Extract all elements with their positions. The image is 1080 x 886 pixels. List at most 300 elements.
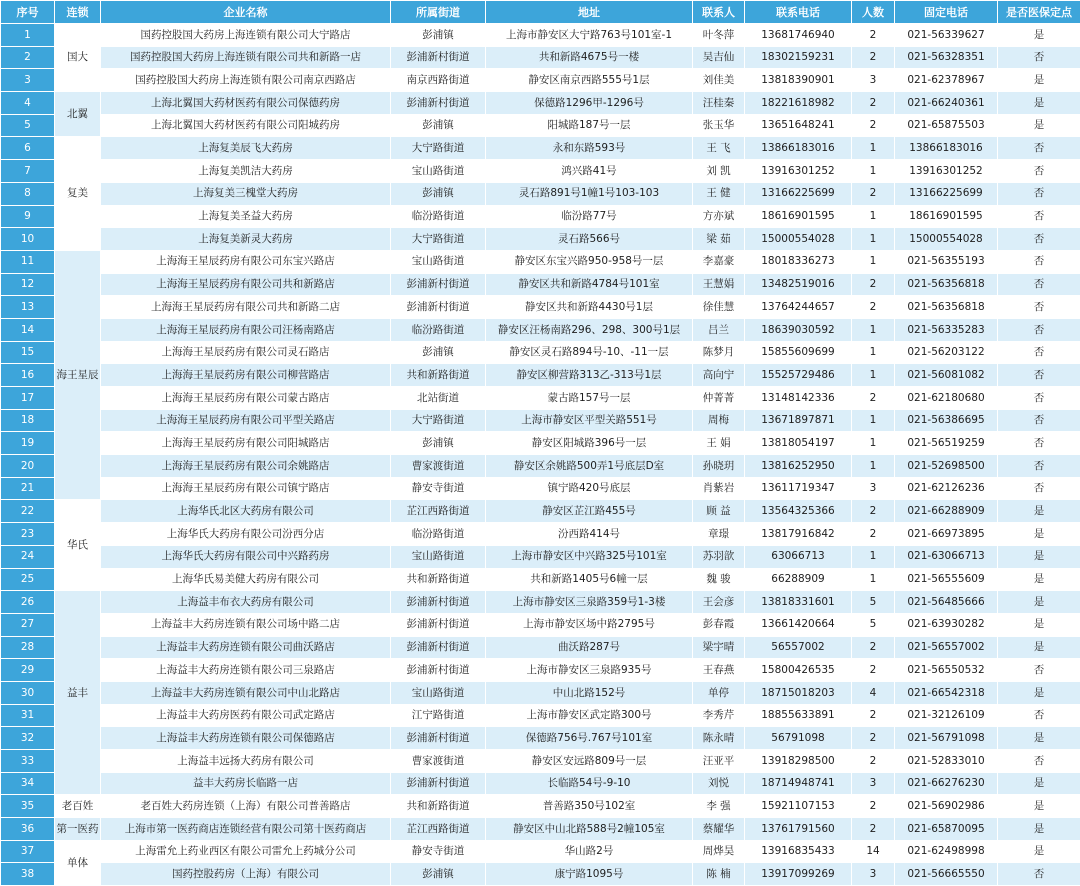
street-cell: 静安寺街道 (391, 840, 486, 863)
street-cell: 芷江西路街道 (391, 818, 486, 841)
row-index-cell: 5 (1, 114, 55, 137)
phone-cell: 13482519016 (745, 273, 852, 296)
count-cell: 1 (852, 545, 895, 568)
count-cell: 1 (852, 205, 895, 228)
table-row (1, 273, 1080, 296)
landline-cell: 021-56386695 (895, 409, 998, 432)
address-cell: 阳城路187号一层 (486, 114, 693, 137)
chain-cell: 国大 (55, 24, 101, 92)
row-index-cell: 37 (1, 840, 55, 863)
header-row (1, 1, 1080, 24)
street-cell: 彭浦新村街道 (391, 92, 486, 115)
header-landline: 固定电话 (895, 1, 998, 24)
table-row (1, 24, 1080, 47)
street-cell: 彭浦新村街道 (391, 659, 486, 682)
landline-cell: 021-65870095 (895, 818, 998, 841)
address-cell: 静安区共和新路4430号1层 (486, 296, 693, 319)
insurance-cell: 否 (998, 409, 1080, 432)
landline-cell: 021-56081082 (895, 364, 998, 387)
street-cell: 江宁路街道 (391, 704, 486, 727)
street-cell: 大宁路街道 (391, 409, 486, 432)
table-row (1, 69, 1080, 92)
company-name-cell: 上海海王星辰药房有限公司柳营路店 (101, 364, 391, 387)
count-cell: 1 (852, 432, 895, 455)
landline-cell: 13916301252 (895, 160, 998, 183)
insurance-cell: 否 (998, 432, 1080, 455)
contact-cell: 王 健 (693, 182, 745, 205)
street-cell: 共和新路街道 (391, 568, 486, 591)
landline-cell: 021-56355193 (895, 250, 998, 273)
table-row (1, 114, 1080, 137)
insurance-cell: 否 (998, 364, 1080, 387)
street-cell: 彭浦新村街道 (391, 772, 486, 795)
table-row (1, 137, 1080, 160)
address-cell: 静安区余姚路500弄1号底层D室 (486, 455, 693, 478)
phone-cell: 15800426535 (745, 659, 852, 682)
company-name-cell: 上海海王星辰药房有限公司余姚路店 (101, 455, 391, 478)
insurance-cell: 是 (998, 92, 1080, 115)
table-row (1, 795, 1080, 818)
landline-cell: 021-62378967 (895, 69, 998, 92)
count-cell: 2 (852, 727, 895, 750)
count-cell: 4 (852, 681, 895, 704)
phone-cell: 13917099269 (745, 863, 852, 886)
landline-cell: 021-56550532 (895, 659, 998, 682)
phone-cell: 13818390901 (745, 69, 852, 92)
insurance-cell: 是 (998, 818, 1080, 841)
count-cell: 1 (852, 409, 895, 432)
row-index-cell: 1 (1, 24, 55, 47)
company-name-cell: 上海海王星辰药房有限公司平型关路店 (101, 409, 391, 432)
count-cell: 1 (852, 568, 895, 591)
landline-cell: 18616901595 (895, 205, 998, 228)
insurance-cell: 是 (998, 727, 1080, 750)
count-cell: 2 (852, 523, 895, 546)
company-name-cell: 上海海王星辰药房有限公司共和新路二店 (101, 296, 391, 319)
count-cell: 1 (852, 160, 895, 183)
header-insurance: 是否医保定点 (998, 1, 1080, 24)
company-name-cell: 上海北翼国大药材医药有限公司保德药房 (101, 92, 391, 115)
contact-cell: 高向宁 (693, 364, 745, 387)
insurance-cell: 否 (998, 318, 1080, 341)
row-index-cell: 27 (1, 613, 55, 636)
address-cell: 静安区东宝兴路950-958号一层 (486, 250, 693, 273)
landline-cell: 021-32126109 (895, 704, 998, 727)
landline-cell: 15000554028 (895, 228, 998, 251)
company-name-cell: 上海华氏大药房有限公司中兴路药房 (101, 545, 391, 568)
insurance-cell: 否 (998, 182, 1080, 205)
address-cell: 上海市静安区平型关路551号 (486, 409, 693, 432)
company-name-cell: 上海雷允上药业西区有限公司雷允上药城分公司 (101, 840, 391, 863)
contact-cell: 王会彦 (693, 591, 745, 614)
contact-cell: 陈 楠 (693, 863, 745, 886)
phone-cell: 18715018203 (745, 681, 852, 704)
company-name-cell: 上海益丰大药房连锁有限公司保德路店 (101, 727, 391, 750)
address-cell: 静安区安远路809号一层 (486, 750, 693, 773)
contact-cell: 吴吉仙 (693, 46, 745, 69)
count-cell: 2 (852, 704, 895, 727)
insurance-cell: 否 (998, 341, 1080, 364)
table-row (1, 863, 1080, 886)
phone-cell: 13817916842 (745, 523, 852, 546)
count-cell: 5 (852, 591, 895, 614)
landline-cell: 021-56519259 (895, 432, 998, 455)
row-index-cell: 34 (1, 772, 55, 795)
phone-cell: 18855633891 (745, 704, 852, 727)
phone-cell: 13564325366 (745, 500, 852, 523)
count-cell: 3 (852, 477, 895, 500)
contact-cell: 刘 凯 (693, 160, 745, 183)
row-index-cell: 18 (1, 409, 55, 432)
chain-cell: 益丰 (55, 591, 101, 795)
contact-cell: 刘悦 (693, 772, 745, 795)
row-index-cell: 26 (1, 591, 55, 614)
company-name-cell: 上海益丰大药房连锁有限公司中山北路店 (101, 681, 391, 704)
table-row (1, 772, 1080, 795)
address-cell: 保德路756号.767号101室 (486, 727, 693, 750)
table-row (1, 523, 1080, 546)
count-cell: 2 (852, 387, 895, 410)
phone-cell: 13148142336 (745, 387, 852, 410)
row-index-cell: 23 (1, 523, 55, 546)
company-name-cell: 上海海王星辰药房有限公司蒙古路店 (101, 387, 391, 410)
row-index-cell: 13 (1, 296, 55, 319)
row-index-cell: 7 (1, 160, 55, 183)
landline-cell: 021-56203122 (895, 341, 998, 364)
contact-cell: 梁 茹 (693, 228, 745, 251)
contact-cell: 肖紫岩 (693, 477, 745, 500)
table-body (1, 24, 1080, 886)
landline-cell: 021-63066713 (895, 545, 998, 568)
phone-cell: 15000554028 (745, 228, 852, 251)
table-row (1, 228, 1080, 251)
count-cell: 1 (852, 364, 895, 387)
street-cell: 大宁路街道 (391, 137, 486, 160)
phone-cell: 56791098 (745, 727, 852, 750)
count-cell: 2 (852, 92, 895, 115)
street-cell: 临汾路街道 (391, 523, 486, 546)
address-cell: 静安区南京西路555号1层 (486, 69, 693, 92)
contact-cell: 彭春霞 (693, 613, 745, 636)
table-row (1, 455, 1080, 478)
insurance-cell: 否 (998, 296, 1080, 319)
count-cell: 2 (852, 114, 895, 137)
insurance-cell: 否 (998, 750, 1080, 773)
address-cell: 康宁路1095号 (486, 863, 693, 886)
phone-cell: 18616901595 (745, 205, 852, 228)
contact-cell: 魏 骏 (693, 568, 745, 591)
row-index-cell: 28 (1, 636, 55, 659)
header-street: 所属街道 (391, 1, 486, 24)
table-row (1, 92, 1080, 115)
contact-cell: 陈永晴 (693, 727, 745, 750)
table-row (1, 545, 1080, 568)
address-cell: 中山北路152号 (486, 681, 693, 704)
phone-cell: 18639030592 (745, 318, 852, 341)
insurance-cell: 否 (998, 273, 1080, 296)
table-row (1, 318, 1080, 341)
company-name-cell: 上海海王星辰药房有限公司灵石路店 (101, 341, 391, 364)
company-name-cell: 国药控股药房（上海）有限公司 (101, 863, 391, 886)
contact-cell: 李秀芹 (693, 704, 745, 727)
company-name-cell: 上海海王星辰药房有限公司东宝兴路店 (101, 250, 391, 273)
row-index-cell: 20 (1, 455, 55, 478)
count-cell: 2 (852, 659, 895, 682)
insurance-cell: 是 (998, 613, 1080, 636)
phone-cell: 15855609699 (745, 341, 852, 364)
landline-cell: 021-56485666 (895, 591, 998, 614)
street-cell: 临汾路街道 (391, 318, 486, 341)
street-cell: 共和新路街道 (391, 364, 486, 387)
address-cell: 上海市静安区三泉路935号 (486, 659, 693, 682)
company-name-cell: 上海益丰远扬大药房有限公司 (101, 750, 391, 773)
address-cell: 共和新路4675号一楼 (486, 46, 693, 69)
company-name-cell: 上海华氏易美健大药房有限公司 (101, 568, 391, 591)
chain-cell: 北翼 (55, 92, 101, 137)
contact-cell: 王春燕 (693, 659, 745, 682)
count-cell: 14 (852, 840, 895, 863)
address-cell: 静安区中山北路588号2幢105室 (486, 818, 693, 841)
contact-cell: 李 强 (693, 795, 745, 818)
landline-cell: 021-65875503 (895, 114, 998, 137)
company-name-cell: 国药控股国大药房上海连锁有限公司南京西路店 (101, 69, 391, 92)
landline-cell: 021-56557002 (895, 636, 998, 659)
company-name-cell: 上海海王星辰药房有限公司阳城路店 (101, 432, 391, 455)
phone-cell: 13611719347 (745, 477, 852, 500)
phone-cell: 66288909 (745, 568, 852, 591)
landline-cell: 021-56335283 (895, 318, 998, 341)
landline-cell: 021-56665550 (895, 863, 998, 886)
insurance-cell: 否 (998, 46, 1080, 69)
contact-cell: 仲菁菁 (693, 387, 745, 410)
company-name-cell: 上海益丰布衣大药房有限公司 (101, 591, 391, 614)
street-cell: 彭浦镇 (391, 24, 486, 47)
header-index: 序号 (1, 1, 55, 24)
phone-cell: 13866183016 (745, 137, 852, 160)
address-cell: 鸿兴路41号 (486, 160, 693, 183)
contact-cell: 李嘉豪 (693, 250, 745, 273)
landline-cell: 021-66276230 (895, 772, 998, 795)
row-index-cell: 35 (1, 795, 55, 818)
company-name-cell: 上海北翼国大药材医药有限公司阳城药房 (101, 114, 391, 137)
count-cell: 2 (852, 46, 895, 69)
phone-cell: 13916301252 (745, 160, 852, 183)
phone-cell: 13681746940 (745, 24, 852, 47)
address-cell: 灵石路891号1幢1号103-103 (486, 182, 693, 205)
insurance-cell: 否 (998, 228, 1080, 251)
company-name-cell: 老百姓大药房连锁（上海）有限公司普善路店 (101, 795, 391, 818)
landline-cell: 021-56791098 (895, 727, 998, 750)
contact-cell: 叶冬萍 (693, 24, 745, 47)
address-cell: 曲沃路287号 (486, 636, 693, 659)
landline-cell: 021-63930282 (895, 613, 998, 636)
street-cell: 彭浦镇 (391, 432, 486, 455)
address-cell: 静安区柳营路313乙-313号1层 (486, 364, 693, 387)
landline-cell: 021-66973895 (895, 523, 998, 546)
table-row (1, 727, 1080, 750)
phone-cell: 18302159231 (745, 46, 852, 69)
insurance-cell: 否 (998, 137, 1080, 160)
count-cell: 2 (852, 500, 895, 523)
street-cell: 彭浦新村街道 (391, 727, 486, 750)
contact-cell: 徐佳慧 (693, 296, 745, 319)
table-row (1, 500, 1080, 523)
insurance-cell: 否 (998, 863, 1080, 886)
row-index-cell: 8 (1, 182, 55, 205)
insurance-cell: 是 (998, 772, 1080, 795)
phone-cell: 15921107153 (745, 795, 852, 818)
table-row (1, 750, 1080, 773)
insurance-cell: 否 (998, 387, 1080, 410)
contact-cell: 梁宇晴 (693, 636, 745, 659)
count-cell: 2 (852, 795, 895, 818)
phone-cell: 13818331601 (745, 591, 852, 614)
insurance-cell: 是 (998, 840, 1080, 863)
address-cell: 保德路1296甲-1296号 (486, 92, 693, 115)
row-index-cell: 30 (1, 681, 55, 704)
landline-cell: 021-66542318 (895, 681, 998, 704)
chain-cell: 第一医药 (55, 818, 101, 841)
chain-cell: 老百姓 (55, 795, 101, 818)
row-index-cell: 6 (1, 137, 55, 160)
street-cell: 彭浦镇 (391, 182, 486, 205)
street-cell: 临汾路街道 (391, 205, 486, 228)
header-count: 人数 (852, 1, 895, 24)
chain-cell: 单体 (55, 840, 101, 885)
header-contact: 联系人 (693, 1, 745, 24)
address-cell: 镇宁路420号底层 (486, 477, 693, 500)
phone-cell: 13651648241 (745, 114, 852, 137)
count-cell: 1 (852, 228, 895, 251)
street-cell: 彭浦新村街道 (391, 46, 486, 69)
count-cell: 3 (852, 772, 895, 795)
phone-cell: 13166225699 (745, 182, 852, 205)
row-index-cell: 14 (1, 318, 55, 341)
phone-cell: 13818054197 (745, 432, 852, 455)
company-name-cell: 上海益丰大药房连锁有限公司场中路二店 (101, 613, 391, 636)
row-index-cell: 22 (1, 500, 55, 523)
contact-cell: 吕兰 (693, 318, 745, 341)
street-cell: 彭浦新村街道 (391, 273, 486, 296)
company-name-cell: 国药控股国大药房上海连锁有限公司共和新路一店 (101, 46, 391, 69)
row-index-cell: 36 (1, 818, 55, 841)
company-name-cell: 上海复美辰飞大药房 (101, 137, 391, 160)
landline-cell: 021-56339627 (895, 24, 998, 47)
company-name-cell: 上海复美凯洁大药房 (101, 160, 391, 183)
table-row (1, 296, 1080, 319)
row-index-cell: 31 (1, 704, 55, 727)
phone-cell: 18221618982 (745, 92, 852, 115)
row-index-cell: 33 (1, 750, 55, 773)
contact-cell: 单停 (693, 681, 745, 704)
row-index-cell: 21 (1, 477, 55, 500)
table-row (1, 205, 1080, 228)
row-index-cell: 32 (1, 727, 55, 750)
count-cell: 2 (852, 273, 895, 296)
street-cell: 彭浦新村街道 (391, 613, 486, 636)
address-cell: 上海市静安区武定路300号 (486, 704, 693, 727)
address-cell: 蒙古路157号一层 (486, 387, 693, 410)
insurance-cell: 是 (998, 523, 1080, 546)
landline-cell: 021-66240361 (895, 92, 998, 115)
count-cell: 1 (852, 341, 895, 364)
row-index-cell: 4 (1, 92, 55, 115)
landline-cell: 021-52833010 (895, 750, 998, 773)
contact-cell: 苏羽歆 (693, 545, 745, 568)
contact-cell: 陈梦月 (693, 341, 745, 364)
header-address: 地址 (486, 1, 693, 24)
landline-cell: 021-56555609 (895, 568, 998, 591)
landline-cell: 13166225699 (895, 182, 998, 205)
phone-cell: 13916835433 (745, 840, 852, 863)
company-name-cell: 上海复美圣益大药房 (101, 205, 391, 228)
row-index-cell: 16 (1, 364, 55, 387)
insurance-cell: 是 (998, 24, 1080, 47)
phone-cell: 13816252950 (745, 455, 852, 478)
phone-cell: 18714948741 (745, 772, 852, 795)
table-row (1, 432, 1080, 455)
company-name-cell: 上海海王星辰药房有限公司汪杨南路店 (101, 318, 391, 341)
contact-cell: 王 飞 (693, 137, 745, 160)
street-cell: 彭浦镇 (391, 114, 486, 137)
street-cell: 彭浦镇 (391, 863, 486, 886)
table-row (1, 591, 1080, 614)
street-cell: 共和新路街道 (391, 795, 486, 818)
contact-cell: 汪桂秦 (693, 92, 745, 115)
contact-cell: 方亦斌 (693, 205, 745, 228)
street-cell: 北站街道 (391, 387, 486, 410)
row-index-cell: 19 (1, 432, 55, 455)
contact-cell: 王 娟 (693, 432, 745, 455)
insurance-cell: 是 (998, 568, 1080, 591)
phone-cell: 63066713 (745, 545, 852, 568)
address-cell: 灵石路566号 (486, 228, 693, 251)
phone-cell: 56557002 (745, 636, 852, 659)
contact-cell: 周烨昊 (693, 840, 745, 863)
row-index-cell: 29 (1, 659, 55, 682)
company-name-cell: 益丰大药房长临路一店 (101, 772, 391, 795)
table-row (1, 341, 1080, 364)
company-name-cell: 上海复美新灵大药房 (101, 228, 391, 251)
phone-cell: 13761791560 (745, 818, 852, 841)
row-index-cell: 12 (1, 273, 55, 296)
insurance-cell: 是 (998, 795, 1080, 818)
address-cell: 共和新路1405号6幢一层 (486, 568, 693, 591)
count-cell: 3 (852, 69, 895, 92)
count-cell: 1 (852, 318, 895, 341)
table-row (1, 840, 1080, 863)
street-cell: 曹家渡街道 (391, 455, 486, 478)
contact-cell: 张玉华 (693, 114, 745, 137)
table-row (1, 613, 1080, 636)
street-cell: 宝山路街道 (391, 250, 486, 273)
row-index-cell: 17 (1, 387, 55, 410)
street-cell: 彭浦新村街道 (391, 636, 486, 659)
company-name-cell: 上海海王星辰药房有限公司共和新路店 (101, 273, 391, 296)
row-index-cell: 10 (1, 228, 55, 251)
insurance-cell: 否 (998, 477, 1080, 500)
row-index-cell: 25 (1, 568, 55, 591)
street-cell: 大宁路街道 (391, 228, 486, 251)
table-row (1, 46, 1080, 69)
address-cell: 汾西路414号 (486, 523, 693, 546)
chain-cell: 复美 (55, 137, 101, 250)
phone-cell: 13671897871 (745, 409, 852, 432)
chain-cell: 海王星辰 (55, 250, 101, 500)
street-cell: 宝山路街道 (391, 545, 486, 568)
contact-cell: 周梅 (693, 409, 745, 432)
count-cell: 2 (852, 636, 895, 659)
